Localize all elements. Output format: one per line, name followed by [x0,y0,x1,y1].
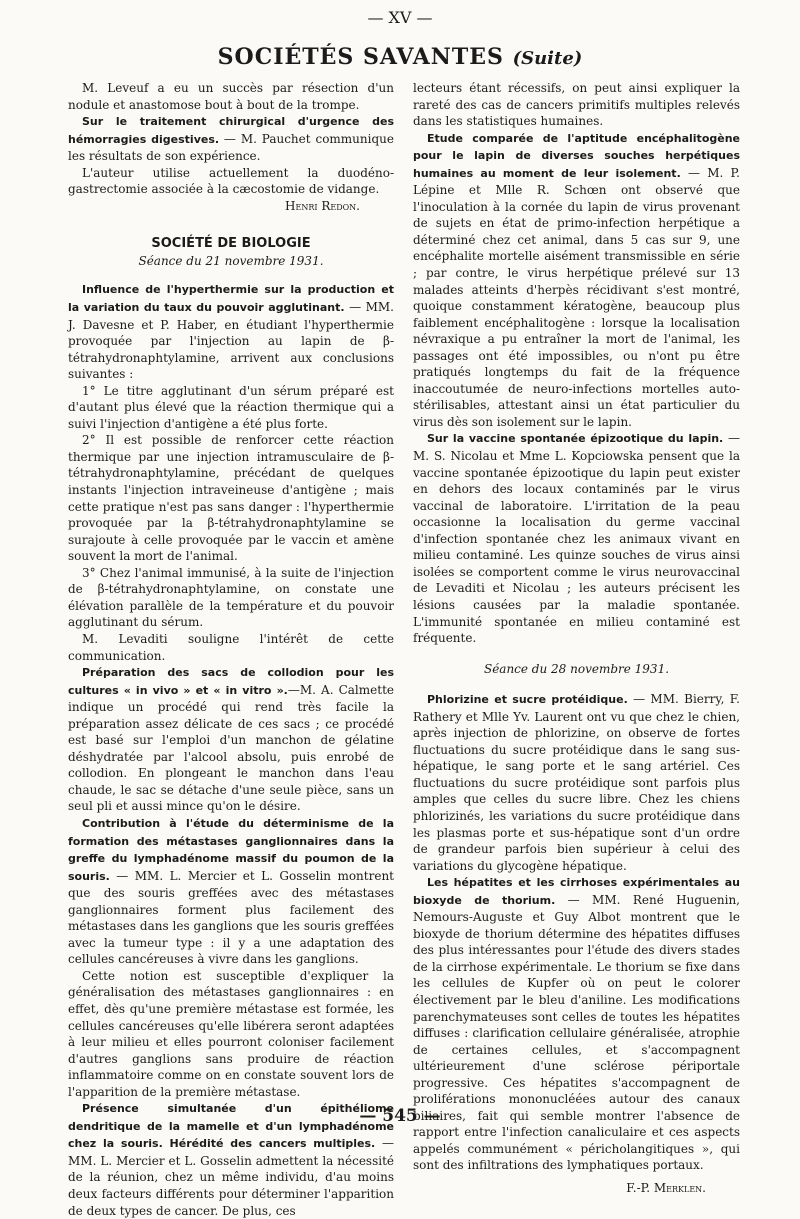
article-title: Sur le traitement chirurgical d'urgence des hémorragies digestives. [68,115,394,146]
article-body: — M. P. Lépine et Mlle R. Schœn ont observé que l'inoculation à la cornée du lapin de virus provenant de sujets en état de primo-infection herpétique a déterminé chez cet animal, dans 5 cas sur 9, une encéphalite mortelle aisément transmissible en série ; par contre, le virus herpétique prélevé sur 13 malades atteints d'herpès récidivant s'est montré, quoique constamment kératogène, beaucoup plus faiblement encéphalitogène : lorsque la localisation névraxique a pu entraîner la mort de l'animal, les passages ont été impossibles, ou n'ont pu être pratiqués longtemps du fait de la fréquence inaccoutumée de neuro-infections mortelles auto-stérilisables, attestant ainsi un état particulier du virus dès son isolement sur le lapin. [413,165,740,429]
page-number: — 545 — [359,1106,441,1126]
article-body: — M. Pauchet communique les résultats de son expérience. [68,131,394,164]
article-body: —M. A. Calmette indique un procédé qui rend très facile la préparation assez délicate de ces sacs ; ce procédé est basé sur l'emploi d'un manchon de gélatine déshydratée par l'alcool absolu, puis enrobé de collodion. En plongeant le manchon dans l'eau chaude, le sac se détache d'une seule pièce, sans un seul pli et aussi mince qu'on le désire. [68,682,394,814]
paragraph [68,815,394,968]
paragraph: 2° Il est possible de renforcer cette réaction thermique par une injection intramusculaire de β-tétrahydronaphtylamine, précédant de quelques instants l'injection intraveineuse d'antigène ; mais cette pratique n'est pas sans danger : l'hyperthermie provoquée par la β-tétrahydronaphtylamine se surajoute à celle provoquée par le vaccin et amène souvent la mort de l'animal. [68,433,394,564]
paragraph [413,130,740,431]
right-column [413,80,740,1197]
signature: Henri Redon. [285,198,360,213]
paragraph [413,691,740,874]
article-body: — MM. L. Mercier et L. Gosselin montrent que des souris greffées avec des métastases ganglionnaires forment plus facilement des métastases dans les ganglions que les souris greffées avec la tumeur type : il y a une adaptation des cellules cancéreuses à vivre dans les ganglions. [68,868,394,967]
session-date: Séance du 21 novembre 1931. [138,253,324,268]
signature: F.-P. Merklen. [626,1181,706,1195]
article-title: Influence de l'hyperthermie sur la production et la variation du taux du pouvoir agglutinant. [68,283,394,315]
article-body: — MM. J. Davesne et P. Haber, en étudiant l'hyperthermie provoquée par l'injection au lapin de β-tétrahydronaphtylamine, arrivent aux conclusions suivantes : [68,300,394,382]
article-title: Présence simultanée d'un épithéliome dendritique de la mamelle et d'un lymphadénome chez la souris. Hérédité des cancers multiples. [68,1102,394,1151]
article-title: Les hépatites et les cirrhoses expérimentales au bioxyde de thorium. [413,876,740,907]
roman-folio: — XV — [367,8,433,27]
paragraph: 1° Le titre agglutinant d'un sérum préparé est d'autant plus élevé que la réaction thermique qui a suivi l'injection d'antigène a été plus forte. [68,383,394,431]
paragraph [413,430,740,646]
paragraph: L'auteur utilise actuellement la duodéno-gastrectomie associée à la cæcostomie de vidange. [68,165,394,197]
article-title: Phlorizine et sucre protéidique. [427,693,628,707]
article-body: — MM. René Huguenin, Nemours-Auguste et Guy Albot montrent que le bioxyde de thorium détermine des hépatites diffuses des plus intéressantes pour l'étude des divers stades de la cirrhose expérimentale. Le thorium se fixe dans les cellules de Kupfer où on peut le colorer électivement par le bleu d'aniline. Les modifications parenchymateuses sont celles de toutes les hépatites diffuses : clarification cellulaire généralisée, atrophie de certaines cellules, et s'accompagnent ultérieurement d'une sclérose périportale progressive. Ces hépatites s'accompagnent de proliférations mononucléées autour des canaux biliaires, fait qui semble montrer l'absence de rapport entre l'infection canaliculaire et ces aspects appelés communément « péricholangitiques », qui sont des infiltrations des lymphatiques portaux. [413,892,740,1173]
article-body: — MM. L. Mercier et L. Gosselin admettent la nécessité de la réunion, chez un même individu, d'au moins deux facteurs différents pour déterminer l'apparition de deux types de cancer. De plus, ces [68,1136,394,1218]
paragraph: Cette notion est susceptible d'expliquer la généralisation des métastases ganglionnaires : en effet, dès qu'une première métastase est formée, les cellules cancéreuses qu'elle libérera seront adaptées à leur milieu et elles pourront coloniser facilement d'autres ganglions sans produire de réaction inflammatoire comme on en constate souvent lors de l'apparition de la première métastase. [68,968,394,1099]
article-title: Etude comparée de l'aptitude encéphalitogène pour le lapin de diverses souches herpétiques humaines au moment de leur isolement. [413,131,740,180]
paragraph: 3° Chez l'animal immunisé, à la suite de l'injection de β-tétrahydronaphtylamine, on constate une élévation parallèle de la température et du pouvoir agglutinant du sérum. [68,565,394,630]
paragraph: lecteurs étant récessifs, on peut ainsi expliquer la rareté des cas de cancers primitifs multiples relevés dans les statistiques humaines. [413,81,740,129]
section-heading: SOCIÉTÉ DE BIOLOGIE [151,236,311,252]
title-main: SOCIÉTÉS SAVANTES [217,44,504,70]
title-suite: (Suite) [512,48,583,69]
article-body: — MM. Bierry, F. Rathery et Mlle Yv. Laurent ont vu que chez le chien, après injection de phlorizine, on observe de fortes fluctuations du sucre protéidique dans le sang sus-hépatique, le sang porte et le sang artériel. Ces fluctuations du sucre protéidique sont parfois plus amples que celles du sucre libre. Chez les chiens phlorizinés, les variations du sucre protéidique dans les plasmas porte et sus-hépatique sont d'un ordre de grandeur parfois bien supérieur à celui des variations du glycogène hépatique. [413,692,740,873]
article-body: — M. S. Nicolau et Mme L. Kopciowska pensent que la vaccine spontanée épizootique du lapin peut exister en dehors des locaux contaminés par le virus vaccinal de laboratoire. L'irritation de la peau occasionne la localisation du germe vaccinal d'infection spontanée chez les animaux vivant en milieu contaminé. Les quinze souches de virus ainsi isolées se comportent comme le virus neurovaccinal de Levaditi et Nicolau ; les auteurs précisent les lésions causées par la maladie spontanée. L'immunité spontanée en milieu contaminé est fréquente. [413,431,740,646]
article-title: Contribution à l'étude du déterminisme de la formation des métastases ganglionnaires dans la greffe du lymphadénome massif du poumon de la souris. [68,816,394,883]
session-date: Séance du 28 novembre 1931. [483,661,670,676]
page-title [0,44,800,70]
left-column [68,80,394,1219]
paragraph [68,664,394,815]
paragraph: M. Levaditi souligne l'intérêt de cette communication. [68,631,394,663]
paragraph [68,281,394,382]
paragraph [413,874,740,1174]
paragraph [68,113,394,165]
article-title: Sur la vaccine spontanée épizootique du lapin. [427,432,724,446]
article-title: Préparation des sacs de collodion pour les cultures « in vivo » et « in vitro ». [68,666,394,697]
paragraph: M. Leveuf a eu un succès par résection d'un nodule et anastomose bout à bout de la trompe. [68,81,394,112]
